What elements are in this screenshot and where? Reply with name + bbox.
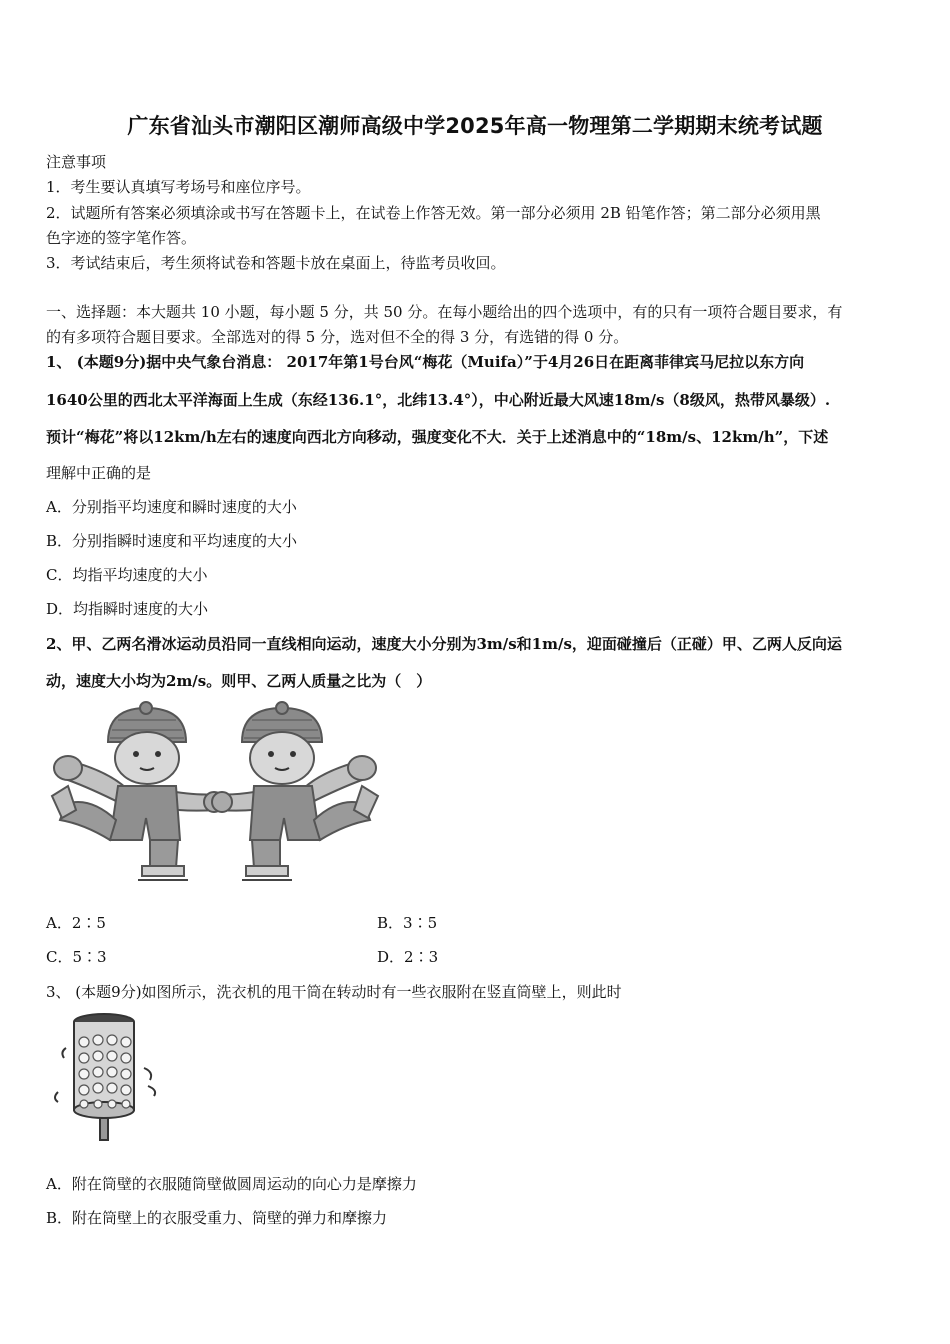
notice-item-2-line-2: 色字迹的签字笔作答。: [46, 229, 197, 247]
q1-option-d: D．均指瞬时速度的大小: [46, 600, 209, 618]
skaters-illustration: [46, 700, 384, 886]
section-1-intro-line-1: 一、选择题：本大题共 10 小题，每小题 5 分，共 50 分。在每小题给出的四个选项中，有的只有一项符合题目要求，有: [46, 303, 843, 321]
page-title: 广东省汕头市潮阳区潮师高级中学2025年高一物理第二学期期末统考试题: [127, 114, 823, 138]
q2-option-b: B．3∶5: [377, 914, 438, 932]
section-1-intro-line-2: 的有多项符合题目要求。全部选对的得 5 分，选对但不全的得 3 分，有选错的得 0 分。: [46, 328, 629, 346]
notice-heading: 注意事项: [46, 153, 107, 171]
spin-dryer-icon: [55, 1014, 155, 1140]
q2-option-c: C．5∶3: [46, 948, 107, 966]
left-skater-icon: [52, 702, 224, 880]
q1-option-b: B．分别指瞬时速度和平均速度的大小: [46, 532, 298, 550]
q1-stem-line-2: 1640公里的西北太平洋海面上生成（东经136.1°，北纬13.4°），中心附近最大风速18m/s（8级风，热带风暴级）.: [46, 391, 831, 409]
spin-dryer-illustration: [48, 1012, 164, 1146]
q1-option-a: A．分别指平均速度和瞬时速度的大小: [46, 498, 297, 516]
q2-option-a: A．2∶5: [46, 914, 106, 932]
q2-stem-line-1: 2、甲、乙两名滑冰运动员沿同一直线相向运动，速度大小分别为3m/s和1m/s，迎面碰撞后（正碰）甲、乙两人反向运: [46, 635, 842, 653]
q3-option-b: B．附在筒壁上的衣服受重力、筒壁的弹力和摩擦力: [46, 1209, 388, 1227]
right-skater-icon: [212, 702, 378, 880]
q1-stem-line-1: 1、 (本题9分)据中央气象台消息： 2017年第1号台风“梅花（Muifa）”于4月26日在距离菲律宾马尼拉以东方向: [46, 353, 805, 371]
q2-stem-line-2: 动，速度大小均为2m/s。则甲、乙两人质量之比为（ ）: [46, 672, 432, 690]
notice-item-1: 1．考生要认真填写考场号和座位序号。: [46, 178, 311, 196]
q1-option-c: C．均指平均速度的大小: [46, 566, 208, 584]
q1-stem-line-4: 理解中正确的是: [46, 464, 152, 482]
q3-option-a: A．附在筒壁的衣服随筒壁做圆周运动的向心力是摩擦力: [46, 1175, 417, 1193]
notice-item-2-line-1: 2．试题所有答案必须填涂或书写在答题卡上，在试卷上作答无效。第一部分必须用 2B 铅笔作答；第二部分必须用黑: [46, 204, 821, 222]
q3-stem: 3、 (本题9分)如图所示，洗衣机的甩干筒在转动时有一些衣服附在竖直筒壁上，则此时: [46, 983, 622, 1001]
q2-option-d: D．2∶3: [377, 948, 439, 966]
q1-stem-line-3: 预计“梅花”将以12km/h左右的速度向西北方向移动，强度变化不大．关于上述消息中的“18m/s、12km/h”，下述: [46, 428, 829, 446]
notice-item-3: 3．考试结束后，考生须将试卷和答题卡放在桌面上，待监考员收回。: [46, 254, 506, 272]
